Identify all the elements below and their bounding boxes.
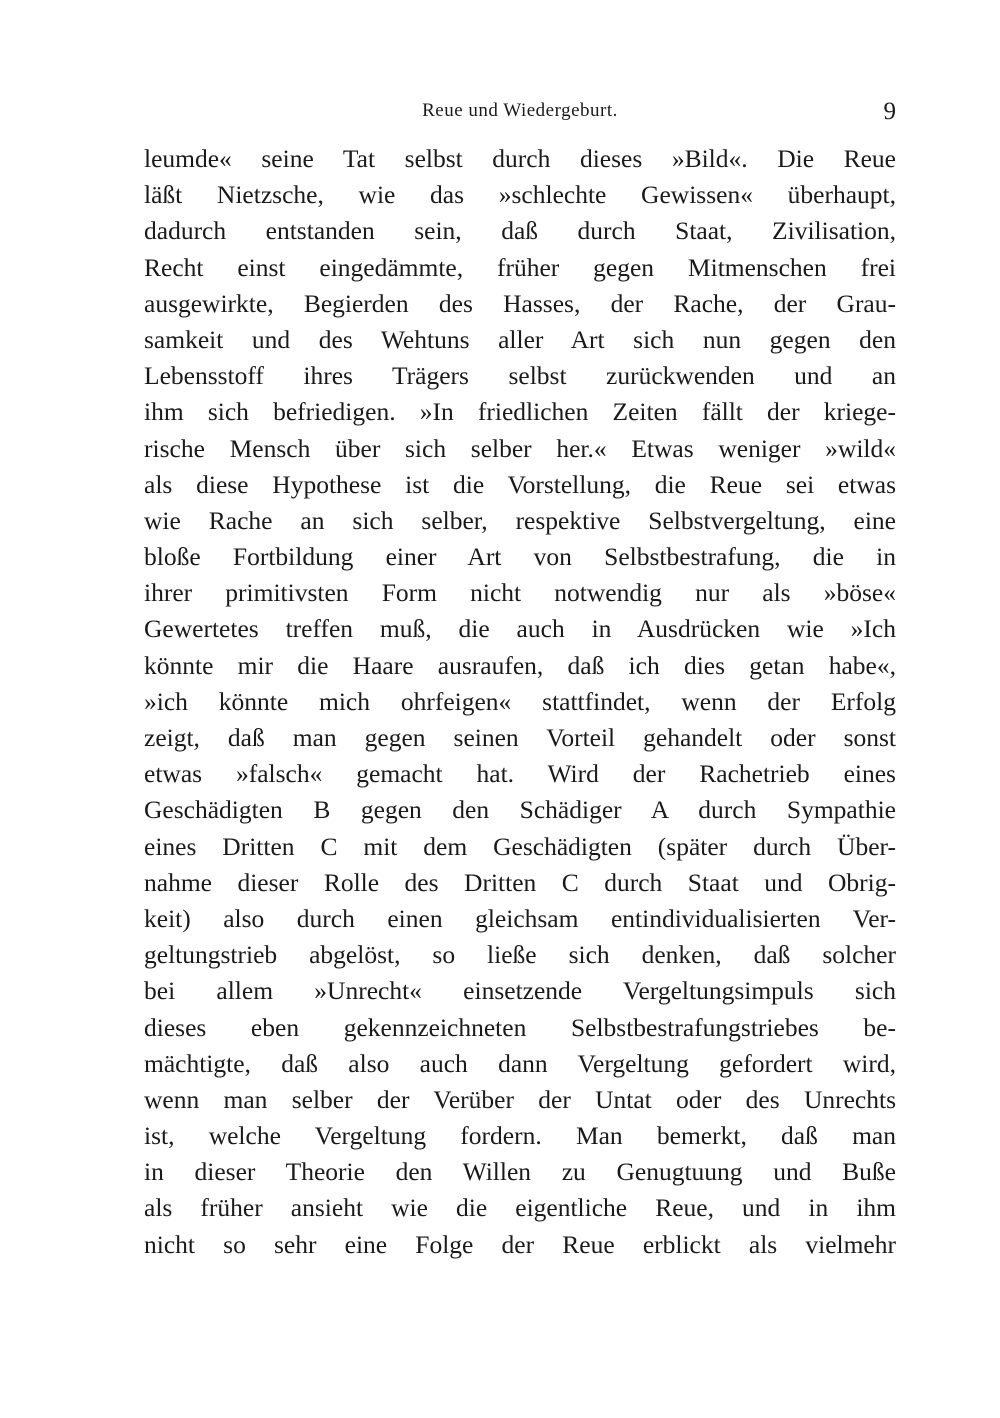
- text-line: etwas »falsch« gemacht hat. Wird der Rachetrieb eines: [144, 759, 896, 789]
- text-line: Gewertetes treffen muß, die auch in Ausdrücken wie »Ich: [144, 614, 896, 644]
- text-line: samkeit und des Wehtuns aller Art sich nun gegen den: [144, 324, 896, 354]
- text-line: leumde« seine Tat selbst durch dieses »Bild«. Die Reue: [144, 144, 896, 173]
- text-line: bloße Fortbildung einer Art von Selbstbestrafung, die in: [144, 542, 896, 572]
- text-line: geltungstrieb abgelöst, so ließe sich denken, daß solcher: [144, 940, 896, 970]
- text-line: ist, welche Vergeltung fordern. Man bemerkt, daß man: [144, 1121, 896, 1151]
- text-line: ihm sich befriedigen. »In friedlichen Zeiten fällt der kriege-: [144, 397, 896, 427]
- text-line: dieses eben gekennzeichneten Selbstbestrafungstriebes be-: [144, 1012, 896, 1042]
- text-line: Geschädigten B gegen den Schädiger A durch Sympathie: [144, 795, 896, 825]
- text-line: zeigt, daß man gegen seinen Vorteil gehandelt oder sonst: [144, 723, 896, 752]
- text-line: Recht einst eingedämmte, früher gegen Mitmenschen frei: [144, 252, 896, 282]
- running-title: Reue und Wiedergeburt.: [422, 100, 618, 121]
- text-line: »ich könnte mich ohrfeigen« stattfindet, wenn der Erfolg: [144, 686, 896, 716]
- text-line: ausgewirkte, Begierden des Hasses, der Rache, der Grau-: [144, 288, 896, 318]
- text-line: ihrer primitivsten Form nicht notwendig nur als »böse«: [144, 578, 896, 608]
- text-line: als diese Hypothese ist die Vorstellung, die Reue sei etwas: [144, 469, 896, 499]
- text-line: dadurch entstanden sein, daß durch Staat, Zivilisation,: [144, 216, 896, 246]
- text-line: keit) also durch einen gleichsam entindividualisierten Ver-: [144, 903, 896, 933]
- text-line: rische Mensch über sich selber her.« Etwas weniger »wild«: [144, 433, 896, 463]
- text-line: könnte mir die Haare ausraufen, daß ich dies getan habe«,: [144, 650, 896, 680]
- text-line: wie Rache an sich selber, respektive Selbstvergeltung, eine: [144, 505, 896, 535]
- text-line: nahme dieser Rolle des Dritten C durch Staat und Obrig-: [144, 867, 896, 897]
- text-line: nicht so sehr eine Folge der Reue erblickt als vielmehr: [144, 1229, 896, 1259]
- text-line: mächtigte, daß also auch dann Vergeltung gefordert wird,: [144, 1048, 896, 1078]
- text-line: Lebensstoff ihres Trägers selbst zurückwenden und an: [144, 361, 896, 391]
- text-line: bei allem »Unrecht« einsetzende Vergeltungsimpuls sich: [144, 976, 896, 1006]
- body-text: [144, 141, 896, 1263]
- text-line: in dieser Theorie den Willen zu Genugtuung und Buße: [144, 1157, 896, 1187]
- page-number: 9: [883, 98, 896, 125]
- running-head: [144, 98, 896, 128]
- text-line: wenn man selber der Verüber der Untat oder des Unrechts: [144, 1084, 896, 1114]
- text-line: als früher ansieht wie die eigentliche Reue, und in ihm: [144, 1193, 896, 1223]
- text-line: eines Dritten C mit dem Geschädigten (später durch Über-: [144, 831, 896, 861]
- text-line: läßt Nietzsche, wie das »schlechte Gewissen« überhaupt,: [144, 180, 896, 210]
